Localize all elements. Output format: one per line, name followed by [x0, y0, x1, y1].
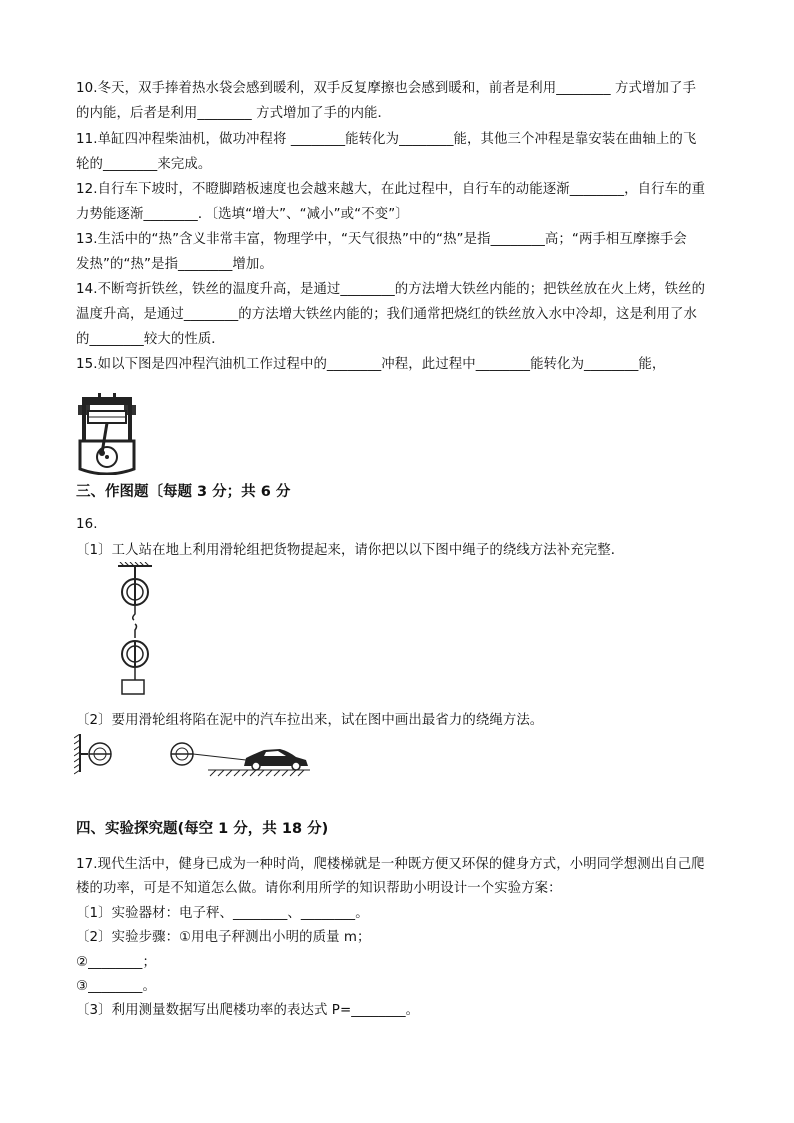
q17-line1: 17.现代生活中，健身已成为一种时尚，爬楼梯就是一种既方便又环保的健身方式，小明同学想测出自己爬 [76, 857, 705, 872]
q17-steps: 〔2〕实验步骤：①用电子秤测出小明的质量 m； [76, 930, 371, 945]
pulley-system-figure [110, 562, 160, 698]
q12-line2: 力势能逐渐________．〔选填“增大”、“减小”或“不变”〕 [76, 207, 409, 222]
section4-heading: 四、实验探究题(每空 1 分，共 18 分) [76, 821, 329, 837]
q17-equipment: 〔1〕实验器材：电子秤、________、________。 [76, 906, 369, 921]
q14-line1: 14.不断弯折铁丝，铁丝的温度升高，是通过________的方法增大铁丝内能的；把铁丝放在火上烤，铁丝的 [76, 282, 706, 297]
engine-cylinder-figure [76, 393, 138, 475]
q11-line1: 11.单缸四冲程柴油机，做功冲程将 ________能转化为________能，其他三个冲程是靠安装在曲轴上的飞 [76, 132, 697, 147]
q16-number: 16. [76, 517, 98, 532]
car-pulley-figure [74, 734, 314, 778]
q10-line1: 10.冬天，双手捧着热水袋会感到暖利，双手反复摩擦也会感到暖和，前者是利用________ 方式增加了手 [76, 81, 696, 96]
q17-line2: 楼的功率，可是不知道怎么做。请你利用所学的知识帮助小明设计一个实验方案： [76, 881, 562, 896]
q12-line1: 12.自行车下坡时，不瞪脚踏板速度也会越来越大，在此过程中，自行车的动能逐渐________，自行车的重 [76, 182, 706, 197]
q13-line1: 13.生活中的“热”含义非常丰富，物理学中，“天气很热”中的“热”是指________高；“两手相互摩擦手会 [76, 232, 687, 247]
q16-part1: 〔1〕工人站在地上利用滑轮组把货物提起来，请你把以以下图中绳子的绕线方法补充完整． [76, 543, 625, 558]
q10-line2: 的内能，后者是利用________ 方式增加了手的内能． [76, 106, 392, 121]
q14-line2: 温度升高，是通过________的方法增大铁丝内能的；我们通常把烧红的铁丝放入水中冷却，这是利用了水 [76, 307, 697, 322]
section3-heading: 三、作图题〔每题 3 分；共 6 分 [76, 484, 291, 500]
q17-formula: 〔3〕利用测量数据写出爬楼功率的表达式 P=________。 [76, 1003, 420, 1018]
q17-step2: ②________； [76, 955, 156, 970]
q14-line3: 的________较大的性质． [76, 332, 225, 347]
q17-step3: ③________。 [76, 979, 156, 994]
q13-line2: 发热”的“热”是指________增加。 [76, 257, 273, 272]
q15-line1: 15.如以下图是四冲程汽油机工作过程中的________冲程，此过程中________能转化为________能， [76, 357, 666, 372]
q11-line2: 轮的________来完成。 [76, 157, 212, 172]
q16-part2: 〔2〕要用滑轮组将陷在泥中的汽车拉出来，试在图中画出最省力的绕绳方法。 [76, 713, 544, 728]
